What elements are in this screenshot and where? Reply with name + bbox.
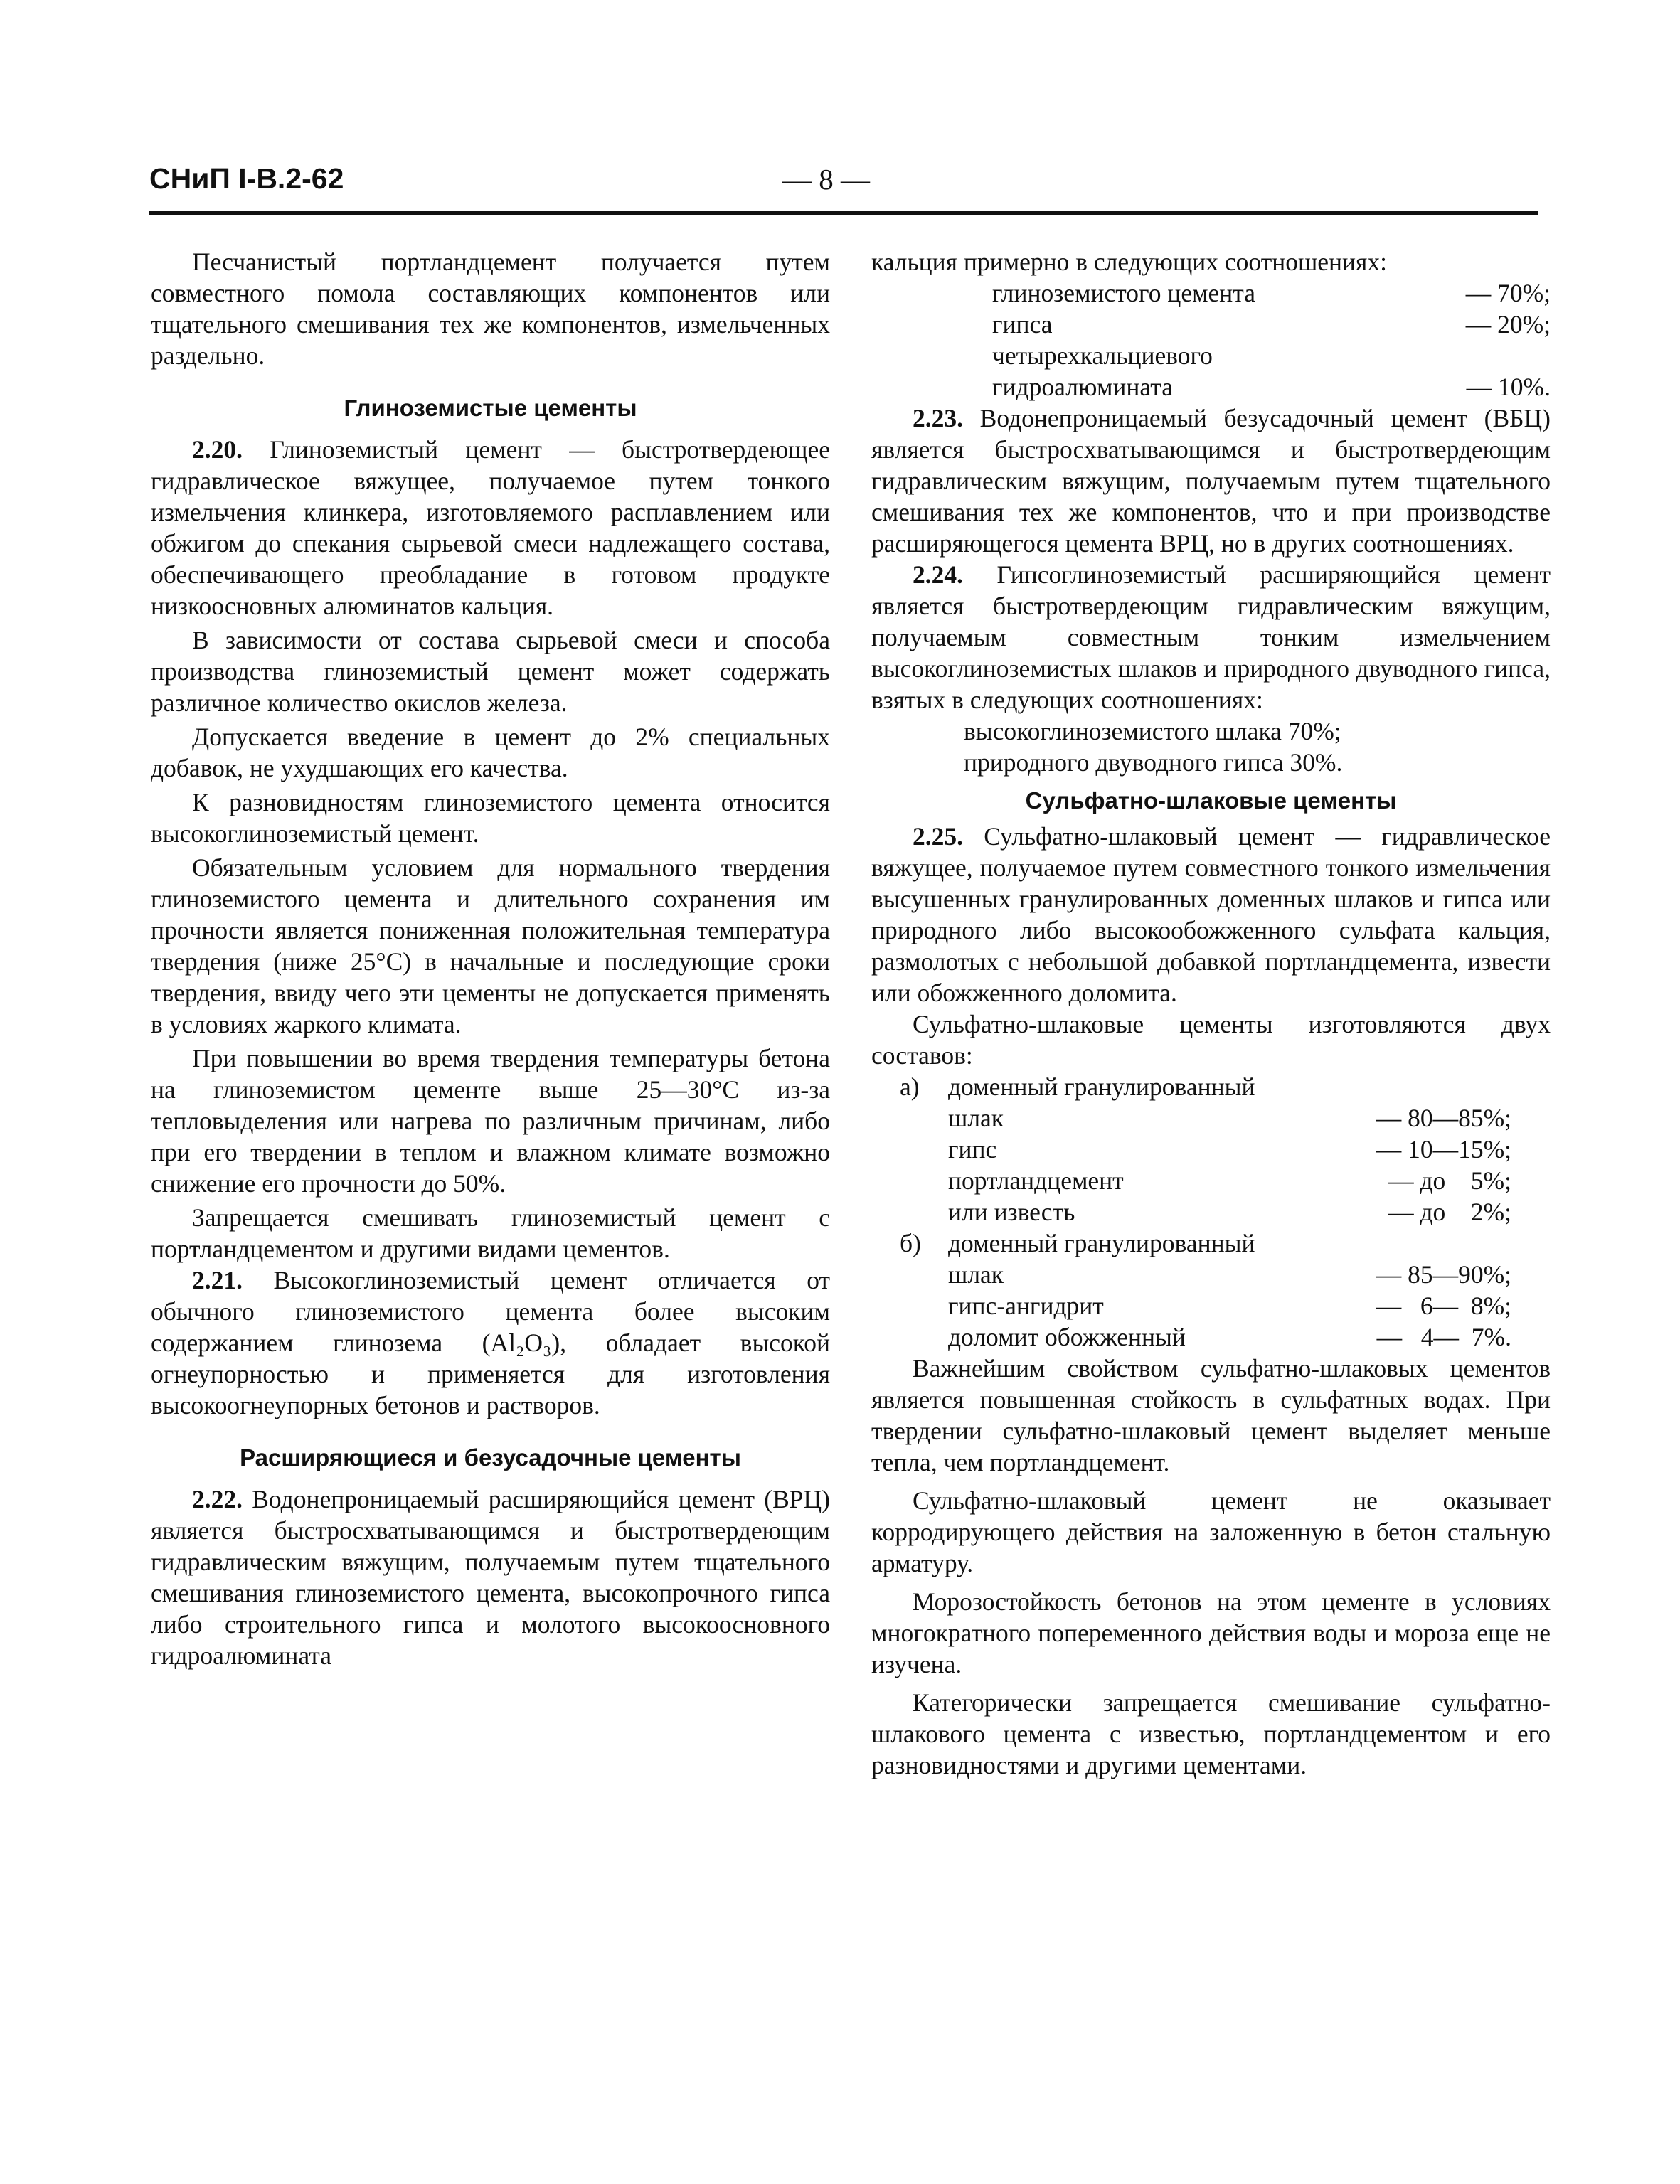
composition-row: гипс — 10—15%; — [948, 1135, 1511, 1163]
paragraph-forbid-mixing: Категорически запрещается смешивание сульфатно-шлакового цемента с известью, портландцементом и его разновидностями и другими цементами. — [871, 1688, 1551, 1779]
clause-text: Высокоглиноземистый цемент отличается от обычного глиноземистого цемента более высоким содержанием глинозема (Al₂O₃), обладает высокой огнеупорностью и применяется для изготовления высокоогнеупорных бетонов и растворов. — [151, 1266, 830, 1419]
ratio-row: гидроалюмината — 10%. — [992, 373, 1551, 401]
composition-title: б) доменный гранулированный — [900, 1229, 1255, 1257]
clause-text: Гипсоглиноземистый расширяющийся цемент является быстротвердеющим гидравлическим вяжущим, получаемым совместным тонким измельчением высокоглиноземистых шлаков и природного двуводного гипса, взятых в следующих соотношениях: — [871, 560, 1551, 714]
paragraph-continuation: кальция примерно в следующих соотношениях: — [871, 247, 1387, 276]
composition-title: а) доменный гранулированный — [900, 1072, 1255, 1101]
section-heading-sulfate: Сульфатно-шлаковые цементы — [1025, 787, 1397, 814]
gypsum-ratio-row: высокоглиноземистого шлака 70%; — [964, 717, 1341, 745]
clause-number: 2.21. — [192, 1266, 243, 1294]
header-rule — [149, 211, 1538, 215]
paragraph-frost: Морозостойкость бетонов на этом цементе в условиях многократного попеременного действия воды и мороза еще не изучена. — [871, 1587, 1551, 1678]
clause-number: 2.24. — [913, 560, 963, 589]
composition-row: гипс-ангидрит — 6— 8%; — [948, 1291, 1511, 1320]
paragraph-allowed: Допускается введение в цемент до 2% специальных добавок, не ухудшающих его качества. — [151, 723, 830, 782]
paragraph-2-24 — [871, 559, 1551, 715]
paragraph-sandy-cement: Песчанистый портландцемент получается путем совместного помола составляющих компонентов или тщательного смешивания тех же компонентов, измельченных раздельно. — [151, 247, 830, 370]
composition-row: портландцемент — до 5%; — [948, 1166, 1511, 1195]
paragraph-2-25 — [871, 821, 1551, 1008]
paragraph-forbidden: Запрещается смешивать глиноземистый цемент с портландцементом и другими видами цементов. — [151, 1203, 830, 1263]
paragraph-2-20 — [151, 434, 830, 622]
clause-number: 2.25. — [913, 822, 963, 851]
clause-text: Водонепроницаемый безусадочный цемент (ВБЦ) является быстросхватывающимся и быстротвердеющим гидравлическим вяжущим, получаемым путем тщательного смешивания тех же компонентов, что и при производстве расширяющегося цемента ВРЦ, но в других соотношениях. — [871, 404, 1551, 558]
paragraph-mandatory: Обязательным условием для нормального твердения глиноземистого цемента и длительного сохранения им прочности является пониженная положительная температура твердения (ниже 25°С) в начальные и последующие сроки твердения, ввиду чего эти цементы не допускается применять в условиях жаркого климата. — [151, 853, 830, 1038]
paragraph-2-23 — [871, 403, 1551, 559]
composition-row: шлак — 85—90%; — [948, 1260, 1511, 1289]
paragraph-depends: В зависимости от состава сырьевой смеси и способа производства глиноземистый цемент может содержать различное количество окислов железа. — [151, 626, 830, 717]
ratio-row: гипса — 20%; — [992, 310, 1551, 339]
clause-number: 2.23. — [913, 404, 963, 432]
paragraph-property: Важнейшим свойством сульфатно-шлаковых цементов является повышенная стойкость в сульфатных водах. При твердении сульфатно-шлаковый цемент выделяет меньше тепла, чем портландцемент. — [871, 1354, 1551, 1476]
document-code: СНиП I-В.2-62 — [149, 162, 344, 195]
paragraph-corrode: Сульфатно-шлаковый цемент не оказывает корродирующего действия на заложенную в бетон стальную арматуру. — [871, 1486, 1551, 1577]
composition-row: или известь — до 2%; — [948, 1198, 1511, 1226]
gypsum-ratio-row: природного двуводного гипса 30%. — [964, 748, 1343, 777]
clause-number: 2.20. — [192, 435, 243, 464]
composition-row: шлак — 80—85%; — [948, 1104, 1511, 1132]
paragraph-two-compositions: Сульфатно-шлаковые цементы изготовляются двух составов: — [871, 1010, 1551, 1070]
page-header — [149, 162, 1536, 212]
ratio-list — [992, 277, 1551, 403]
clause-text: Сульфатно-шлаковый цемент — гидравлическое вяжущее, получаемое путем совместного тонкого измельчения высушенных гранулированных доменных шлаков и гипса или природного либо высокообожженного сульфата кальция, размолотых с небольшой добавкой портландцемента, извести или обожженного доломита. — [871, 822, 1551, 1007]
ratio-row: глиноземистого цемента — 70%; — [992, 279, 1551, 307]
paragraph-2-22 — [151, 1483, 830, 1671]
paragraph-temperature: При повышении во время твердения температуры бетона на глиноземистом цементе выше 25—30°С из-за тепловыделения или нагрева по различным причинам, либо при его твердении в теплом и влажном климате возможно снижение его прочности до 50%. — [151, 1044, 830, 1198]
ratio-row: четырехкальциевого — [992, 341, 1213, 370]
paragraph-varieties: К разновидностям глиноземистого цемента относится высокоглиноземистый цемент. — [151, 788, 830, 848]
clause-text: Водонепроницаемый расширяющийся цемент (ВРЦ) является быстросхватывающимся и быстротвердеющим гидравлическим вяжущим, получаемым путем тщательного смешивания глиноземистого цемента, высокопрочного гипса либо строительного гипса и молотого высокоосновного гидроалюмината — [151, 1485, 830, 1670]
gypsum-ratio-list — [964, 715, 1551, 778]
right-column — [871, 246, 1551, 1781]
paragraph-2-21 — [151, 1264, 830, 1421]
page-number: — 8 — — [782, 163, 870, 196]
left-column — [151, 246, 830, 1671]
section-heading-expanding: Расширяющиеся и безусадочные цементы — [240, 1444, 741, 1471]
composition-a — [900, 1071, 1511, 1227]
composition-b — [900, 1227, 1511, 1353]
clause-text: Глиноземистый цемент — быстротвердеющее гидравлическое вяжущее, получаемое путем тонкого измельчения клинкера, изготовляемого расплавлением или обжигом до спекания сырьевой смеси надлежащего состава, обеспечивающего преобладание в готовом продукте низкоосновных алюминатов кальция. — [151, 435, 830, 620]
section-heading-alumina: Глиноземистые цементы — [344, 395, 637, 421]
composition-row: доломит обожженный — 4— 7%. — [948, 1323, 1511, 1351]
clause-number: 2.22. — [192, 1485, 243, 1513]
